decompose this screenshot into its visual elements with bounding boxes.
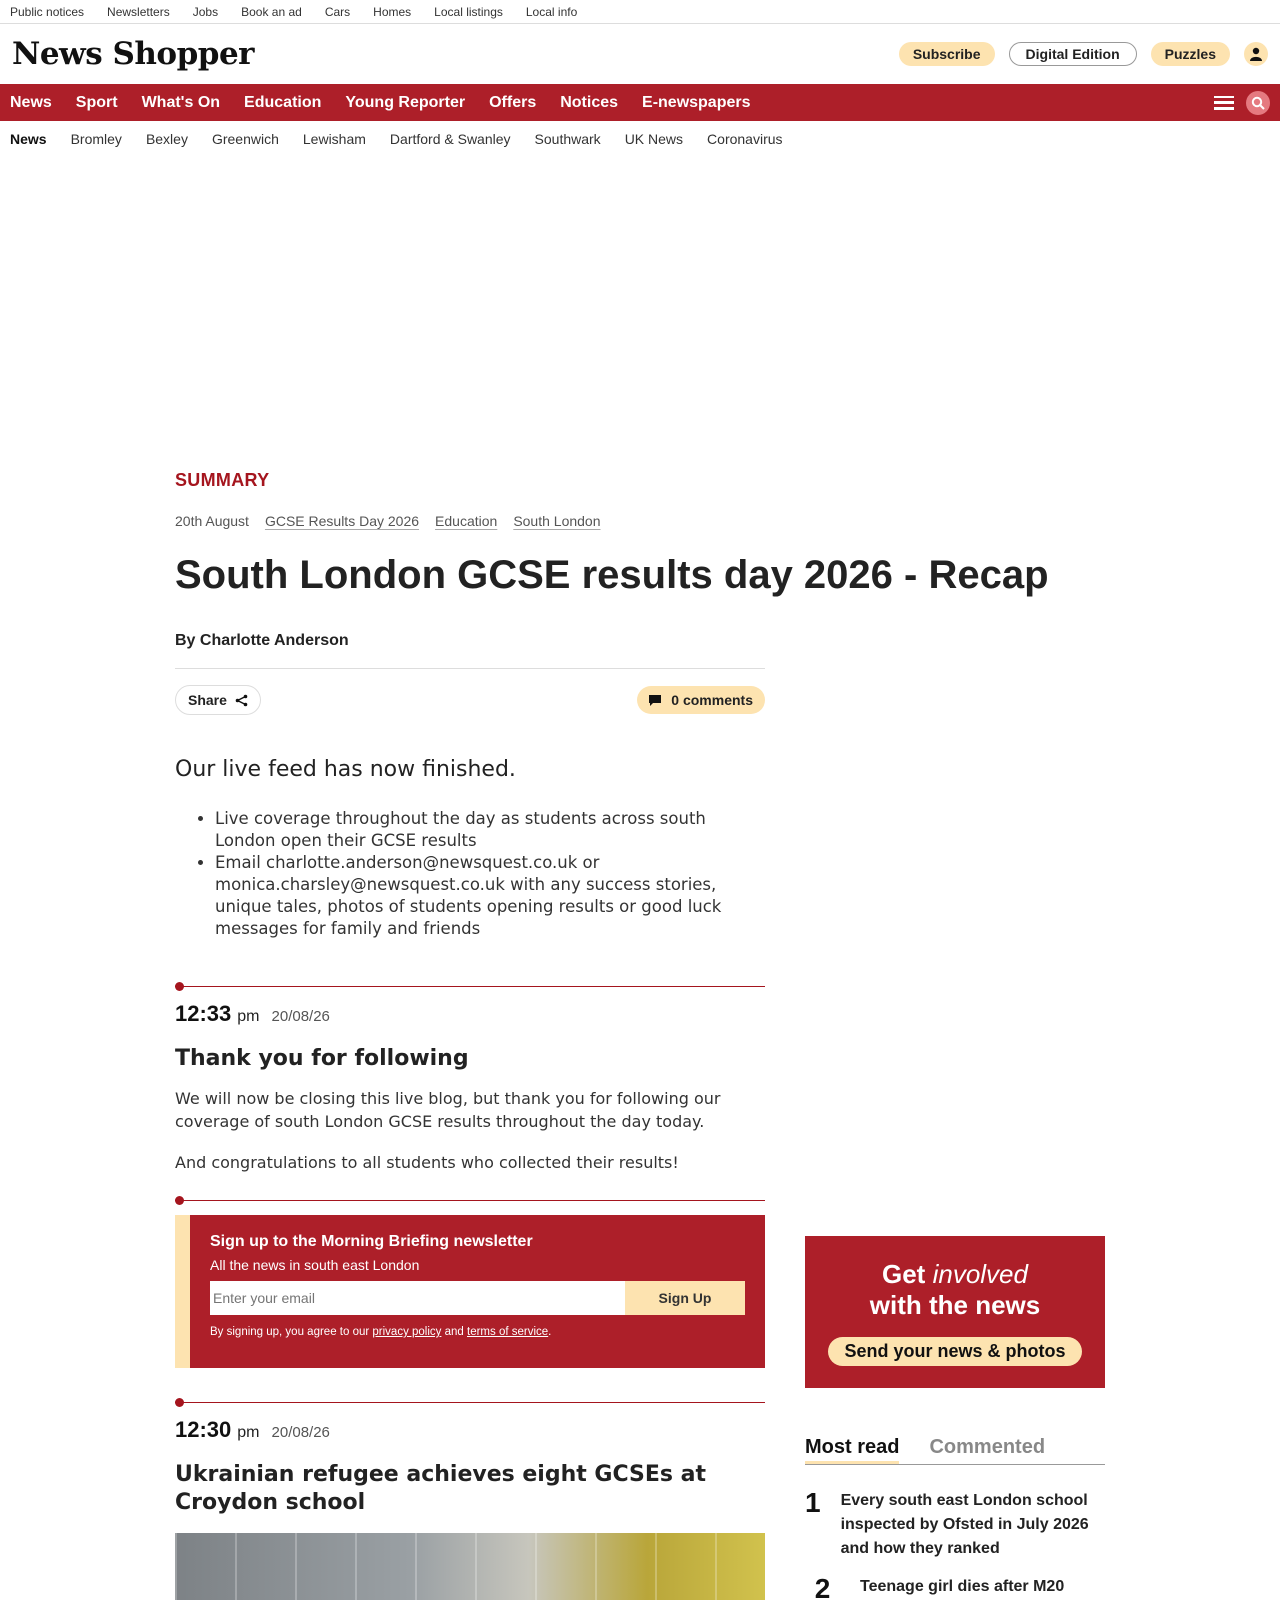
rank-number: 1 <box>805 1487 821 1518</box>
summary-bullets <box>175 808 765 940</box>
most-read-list <box>805 1489 1105 1600</box>
comments-button[interactable] <box>637 686 765 714</box>
entry-divider <box>175 1402 765 1403</box>
subscribe-button[interactable]: Subscribe <box>899 42 995 66</box>
utility-link-cars[interactable]: Cars <box>324 4 351 19</box>
share-row <box>175 685 765 715</box>
utility-link-jobs[interactable]: Jobs <box>192 4 219 19</box>
site-logo[interactable]: News Shopper <box>12 36 254 72</box>
search-icon <box>1251 96 1265 110</box>
utility-link-book-an-ad[interactable]: Book an ad <box>241 4 302 19</box>
entry-paragraph: And congratulations to all students who collected their results! <box>175 1153 679 1172</box>
subnav-bromley[interactable]: Bromley <box>70 131 122 147</box>
subnav-southwark[interactable]: Southwark <box>534 131 601 147</box>
utility-link-local-listings[interactable]: Local listings <box>434 4 503 19</box>
feed-finished-heading: Our live feed has now finished. <box>175 757 516 782</box>
masthead-actions <box>899 42 1268 66</box>
subnav-dartford-swanley[interactable]: Dartford & Swanley <box>389 131 511 147</box>
article-date: 20th August <box>175 513 249 529</box>
masthead <box>0 24 1280 84</box>
article-meta <box>175 513 765 529</box>
account-button[interactable] <box>1244 42 1268 66</box>
puzzles-button[interactable]: Puzzles <box>1151 42 1230 66</box>
sign-up-button[interactable]: Sign Up <box>625 1281 745 1315</box>
utility-link-homes[interactable]: Homes <box>373 4 412 19</box>
nav-education[interactable]: Education <box>244 93 322 111</box>
most-read-title[interactable]: Teenage girl dies after M20 <box>860 1578 1065 1595</box>
subnav-bexley[interactable]: Bexley <box>145 131 188 147</box>
subnav-coronavirus[interactable]: Coronavirus <box>707 131 783 147</box>
entry-body <box>175 1087 765 1174</box>
nav-offers[interactable]: Offers <box>489 93 537 111</box>
newsletter-form <box>210 1281 745 1315</box>
share-button[interactable] <box>175 685 261 715</box>
menu-icon[interactable] <box>1214 96 1234 110</box>
tag-gcse-results-day[interactable]: GCSE Results Day 2026 <box>264 513 420 529</box>
subnav-lewisham[interactable]: Lewisham <box>302 131 366 147</box>
tag-south-london[interactable]: South London <box>513 513 601 529</box>
byline: By Charlotte Anderson <box>175 632 349 649</box>
newsletter-subtitle: All the news in south east London <box>210 1257 420 1273</box>
search-button[interactable] <box>1246 91 1270 115</box>
comments-count: 0 comments <box>671 692 753 708</box>
send-news-button[interactable]: Send your news & photos <box>828 1337 1081 1366</box>
entry-timestamp <box>175 1417 765 1443</box>
entry-title: Thank you for following <box>175 1046 469 1071</box>
live-entry <box>175 986 765 1174</box>
entry-divider <box>175 1200 765 1201</box>
nav-e-newspapers[interactable]: E-newspapers <box>642 93 751 111</box>
utility-link-newsletters[interactable]: Newsletters <box>107 4 170 19</box>
user-icon <box>1250 47 1262 61</box>
list-item: • Email charlotte.anderson@newsquest.co.uk or monica.charsley@newsquest.co.uk with any success stories, unique tales, photos of students opening results or good luck messages for family and friends <box>215 852 765 940</box>
primary-nav <box>0 84 1280 121</box>
entry-date: 20/08/26 <box>271 1008 330 1025</box>
live-entry <box>175 1402 765 1600</box>
article-headline: South London GCSE results day 2026 - Recap <box>175 553 1049 597</box>
sidebar-tabs <box>805 1436 1105 1465</box>
comment-icon <box>649 695 661 706</box>
utility-bar <box>0 0 1280 24</box>
promo-line-1: Get involved <box>882 1258 1028 1289</box>
tag-education[interactable]: Education <box>435 513 498 529</box>
subnav-uk-news[interactable]: UK News <box>624 131 684 147</box>
list-item[interactable] <box>805 1489 1105 1561</box>
get-involved-promo[interactable] <box>805 1236 1105 1388</box>
entry-title: Ukrainian refugee achieves eight GCSEs at Croydon school <box>175 1462 707 1515</box>
entry-ampm: pm <box>237 1424 260 1441</box>
tab-commented[interactable]: Commented <box>929 1436 1046 1458</box>
newsletter-block <box>175 1200 765 1368</box>
promo-line-2: with the news <box>869 1289 1041 1320</box>
subnav-news[interactable]: News <box>10 131 47 147</box>
entry-photo <box>175 1533 765 1600</box>
utility-link-public-notices[interactable]: Public notices <box>10 4 85 19</box>
entry-time: 12:30 <box>175 1417 232 1442</box>
digital-edition-button[interactable]: Digital Edition <box>1009 42 1137 66</box>
email-input[interactable] <box>210 1281 625 1315</box>
share-label: Share <box>188 692 227 708</box>
nav-whats-on[interactable]: What's On <box>141 93 221 111</box>
tab-most-read[interactable]: Most read <box>805 1436 899 1464</box>
nav-notices[interactable]: Notices <box>560 93 619 111</box>
rank-number: 2 <box>814 1573 831 1600</box>
nav-news[interactable]: News <box>10 93 52 111</box>
secondary-nav <box>0 121 1280 157</box>
entry-paragraph: We will now be closing this live blog, but thank you for following our coverage of south London GCSE results throughout the day today. <box>175 1089 721 1131</box>
list-item: • Live coverage throughout the day as students across south London open their GCSE results <box>215 808 765 852</box>
subnav-greenwich[interactable]: Greenwich <box>211 131 279 147</box>
entry-timestamp <box>175 1001 765 1027</box>
newsletter-title: Sign up to the Morning Briefing newsletter <box>210 1233 533 1250</box>
nav-sport[interactable]: Sport <box>75 93 118 111</box>
nav-young-reporter[interactable]: Young Reporter <box>345 93 466 111</box>
entry-time: 12:33 <box>175 1001 232 1026</box>
entry-ampm: pm <box>237 1008 260 1025</box>
share-icon <box>235 694 248 707</box>
newsletter-signup <box>175 1215 765 1368</box>
terms-of-service-link[interactable]: terms of service <box>467 1326 549 1338</box>
entry-date: 20/08/26 <box>271 1424 330 1441</box>
list-item[interactable] <box>805 1575 1105 1600</box>
newsletter-legal: By signing up, you agree to our privacy policy and terms of service. <box>210 1326 552 1338</box>
entry-divider <box>175 986 765 987</box>
sidebar <box>805 1236 1105 1600</box>
privacy-policy-link[interactable]: privacy policy <box>372 1326 442 1338</box>
utility-link-local-info[interactable]: Local info <box>525 4 578 19</box>
summary-label: SUMMARY <box>175 470 270 490</box>
divider <box>175 668 765 669</box>
most-read-title[interactable]: Every south east London school inspected by Ofsted in July 2026 and how they ranked <box>840 1492 1089 1557</box>
